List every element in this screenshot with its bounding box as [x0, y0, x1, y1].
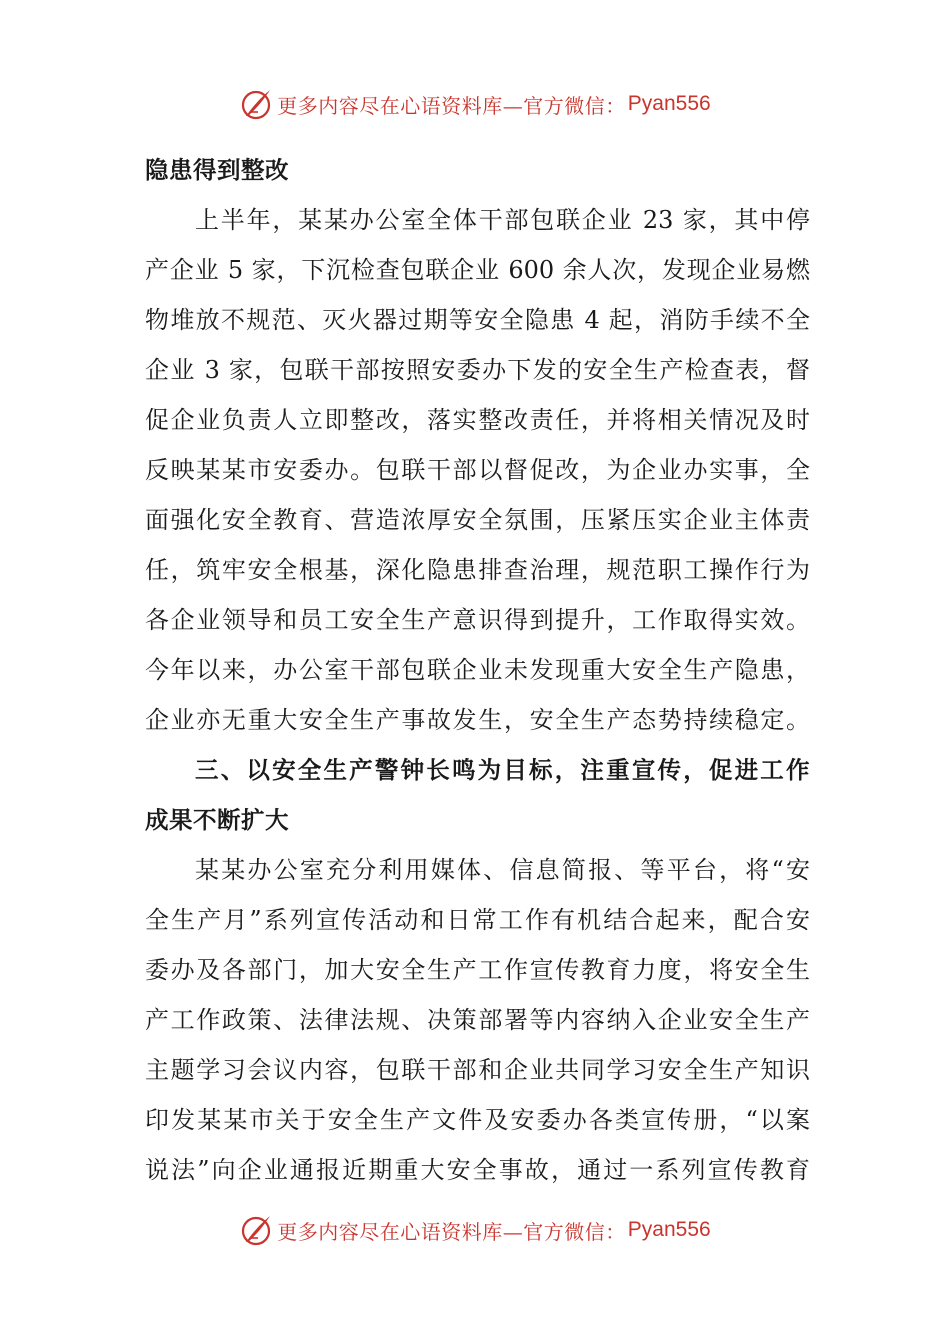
- paragraph-line: 主题学习会议内容，包联干部和企业共同学习安全生产知识: [145, 1056, 810, 1084]
- paragraph-line: 隐患得到整改: [145, 156, 289, 184]
- watermark-text: 更多内容尽在心语资料库—官方微信：: [277, 1219, 626, 1244]
- paragraph-line: 产工作政策、法律法规、决策部署等内容纳入企业安全生产: [145, 1006, 810, 1034]
- header-watermark: [0, 82, 950, 126]
- paragraph-line: 委办及各部门，加大安全生产工作宣传教育力度，将安全生: [145, 956, 810, 984]
- section-heading: 三、以安全生产警钟长鸣为目标，注重宣传，促进工作: [195, 756, 810, 784]
- paragraph-line: 企业亦无重大安全生产事故发生，安全生产态势持续稳定。: [145, 706, 810, 734]
- paragraph-line: 面强化安全教育、营造浓厚安全氛围，压紧压实企业主体责: [145, 506, 810, 534]
- paragraph-line: 上半年，某某办公室全体干部包联企业 23 家，其中停: [195, 206, 810, 234]
- quill-logo-icon: [239, 1213, 273, 1247]
- paragraph-line: 各企业领导和员工安全生产意识得到提升，工作取得实效。: [145, 606, 810, 634]
- paragraph-line: 今年以来，办公室干部包联企业未发现重大安全生产隐患，: [145, 656, 810, 684]
- paragraph-line: 说法”向企业通报近期重大安全事故，通过一系列宣传教育: [145, 1156, 810, 1184]
- paragraph-line: 反映某某市安委办。包联干部以督促改，为企业办实事，全: [145, 456, 810, 484]
- paragraph-line: 企业 3 家，包联干部按照安委办下发的安全生产检查表，督: [145, 356, 810, 384]
- section-heading: 成果不断扩大: [145, 806, 289, 834]
- paragraph-line: 促企业负责人立即整改，落实整改责任，并将相关情况及时: [145, 406, 810, 434]
- watermark-wechat-id: Pyan556: [627, 92, 711, 115]
- paragraph-line: 印发某某市关于安全生产文件及安委办各类宣传册，“以案: [145, 1106, 810, 1134]
- paragraph-line: 产企业 5 家，下沉检查包联企业 600 余人次，发现企业易燃: [145, 256, 810, 284]
- paragraph-line: 全生产月”系列宣传活动和日常工作有机结合起来，配合安: [145, 906, 810, 934]
- paragraph-line: 任，筑牢安全根基，深化隐患排查治理，规范职工操作行为: [145, 556, 810, 584]
- watermark-wechat-id: Pyan556: [627, 1218, 711, 1241]
- footer-watermark: [0, 1208, 950, 1252]
- quill-logo-icon: [239, 87, 273, 121]
- paragraph-line: 某某办公室充分利用媒体、信息简报、等平台，将“安: [195, 856, 810, 884]
- document-body: [145, 145, 810, 1195]
- paragraph-line: 物堆放不规范、灭火器过期等安全隐患 4 起，消防手续不全: [145, 306, 810, 334]
- watermark-text: 更多内容尽在心语资料库—官方微信：: [277, 93, 626, 118]
